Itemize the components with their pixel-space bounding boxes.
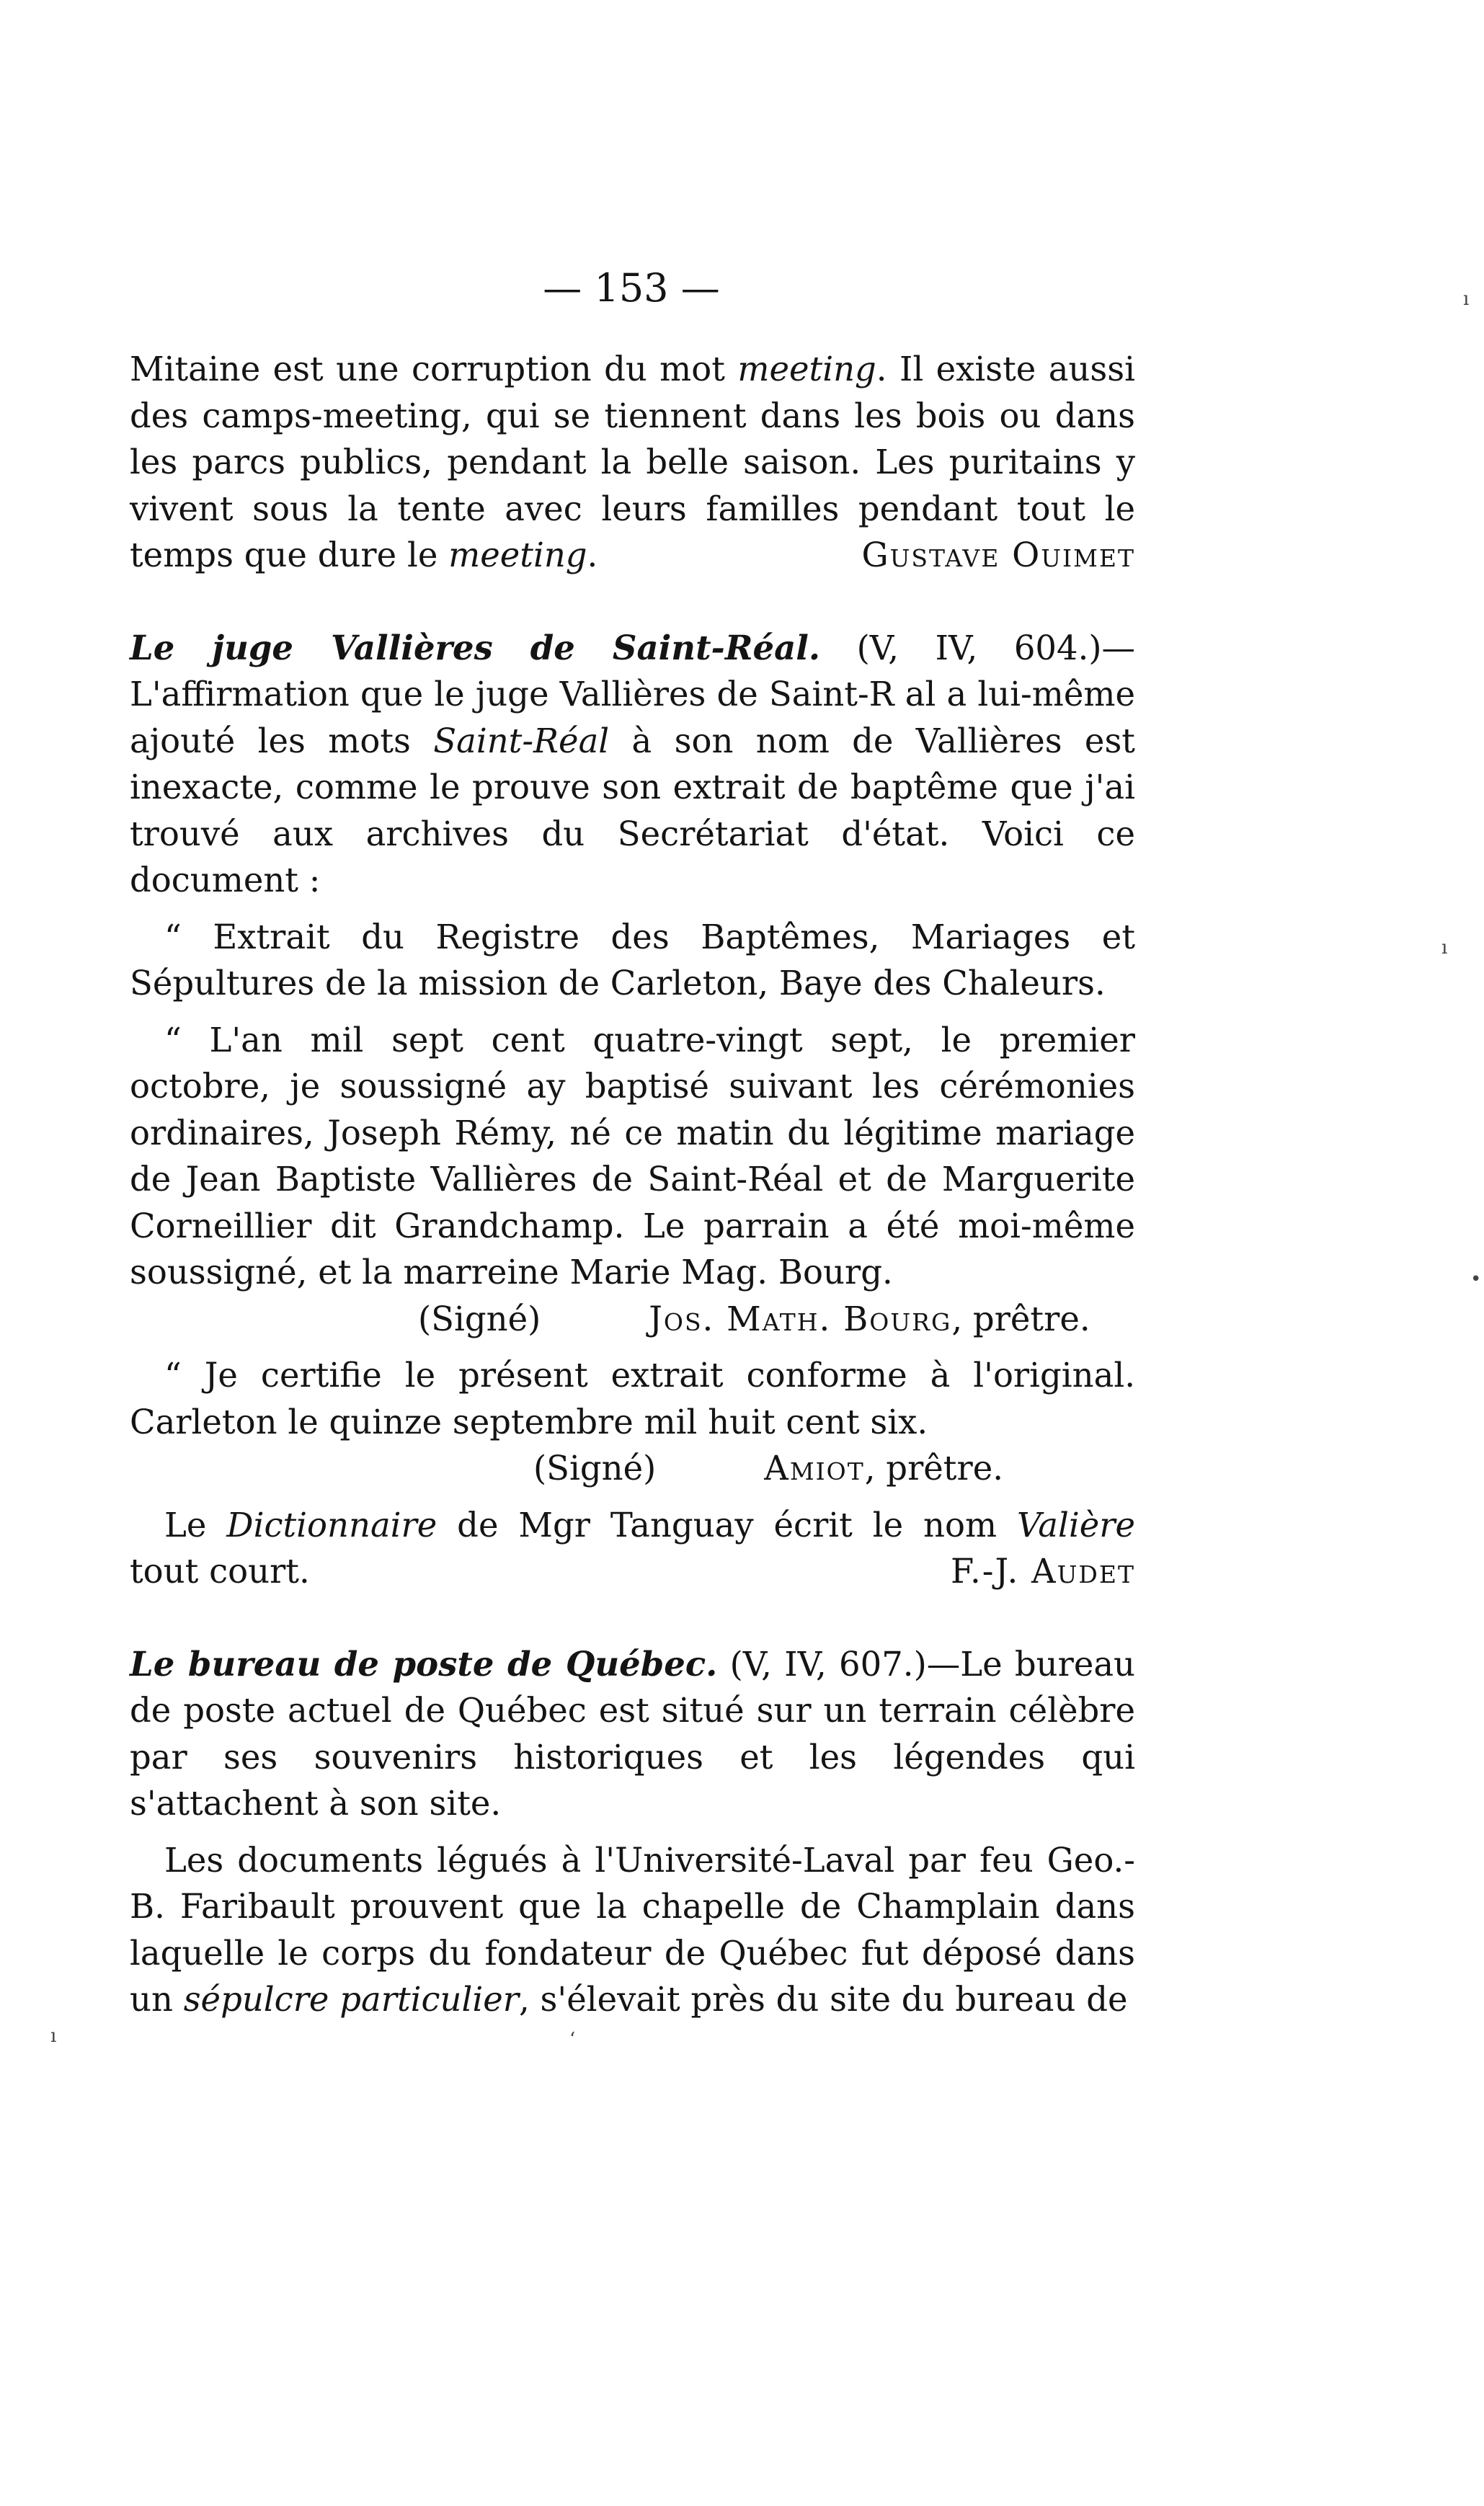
paragraph-gap: [130, 1007, 1135, 1017]
section-title: Le juge Vallières de Saint-Réal.: [130, 627, 821, 667]
poste-paragraph: Le bureau de poste de Québec. (V, IV, 607.)—Le bureau de poste actuel de Québec est situé sur un terrain célèbre par ses souvenirs historiques et les légendes qui s'attachent à son site.: [130, 1643, 1136, 1823]
signature: Amiot, prêtre.: [764, 1449, 1004, 1488]
italic-term: Saint-Réal: [433, 721, 610, 760]
paragraph-gap: [130, 904, 1135, 914]
section-gap: [130, 1595, 1135, 1641]
meeting-paragraph: Mitaine est une corruption du mot meeting. Il existe aussi des camps-meeting, qui se tiennent dans les bois ou dans les parcs publics, pendant la belle saison. Les puritains y vivent sous la tente avec leurs familles pendant tout le temps que dure le meeting. Gustave Ouimet: [130, 346, 1135, 579]
signature: Jos. Math. Bourg, prêtre.: [649, 1299, 1090, 1338]
quote-paragraph: “ L'an mil sept cent quatre-vingt sept, le premier octobre, je soussigné ay baptisé suivant les cérémonies ordinaires, Joseph Rémy, né ce matin du légitime mariage de Jean Baptiste Vallières de Saint-Réal et de Marguerite Corneillier dit Grandchamp. Le parrain a été moi-même soussigné, et la marreine Marie Mag. Bourg.: [130, 1020, 1135, 1292]
author-signature: F.-J. Audet: [950, 1552, 1135, 1591]
section-title: Le bureau de poste de Québec.: [130, 1643, 718, 1684]
page-number: — 153 —: [543, 265, 720, 311]
paragraph-gap: [130, 1827, 1135, 1837]
paragraph-gap: [130, 1342, 1135, 1352]
quote-paragraph: “ Je certifie le présent extrait conforme à l'original. Carleton le quinze septembre mil huit cent six.: [130, 1356, 1135, 1441]
section-reference: (V, IV, 604.)—: [820, 628, 1135, 667]
scan-mark: ı: [50, 2025, 57, 2047]
italic-term: Dictionnaire: [226, 1505, 437, 1545]
scan-mark: ʻ: [569, 2029, 576, 2050]
author-signature: Gustave Ouimet: [861, 536, 1135, 574]
signed-label: (Signé): [533, 1449, 657, 1488]
italic-term: meeting: [737, 350, 876, 388]
scan-mark: •: [1470, 1268, 1482, 1290]
paragraph-gap: [130, 1492, 1135, 1502]
italic-term: sépulcre particulier: [183, 1980, 519, 2019]
section-reference: (V, IV, 607.)—: [717, 1644, 961, 1684]
page-body: [130, 346, 1135, 2023]
signature-line: [130, 1445, 1135, 1492]
scan-mark: ı: [1441, 937, 1448, 959]
italic-term: meeting: [448, 536, 587, 574]
juge-paragraph: Le juge Vallières de Saint-Réal. (V, IV, 604.)—L'affirmation que le juge Vallières de Saint-R al a lui-même ajouté les mots Saint-Réal à son nom de Vallières est inexacte, comme le prouve son extrait de baptême que j'ai trouvé aux archives du Secrétariat d'état. Voici ce document :: [130, 627, 1135, 899]
scan-mark: ı: [1463, 288, 1470, 310]
note-paragraph: Le Dictionnaire de Mgr Tanguay écrit le nom Valière tout court. F.-J. Audet: [130, 1502, 1135, 1595]
signed-label: (Signé): [418, 1299, 541, 1338]
signature-line: [130, 1296, 1135, 1343]
section-gap: [130, 579, 1135, 625]
italic-term: Valière: [1016, 1505, 1135, 1545]
poste-paragraph-2: Les documents légués à l'Université-Laval par feu Geo.-B. Faribault prouvent que la chapelle de Champlain dans laquelle le corps du fondateur de Québec fut déposé dans un sépulcre particulier, s'élevait près du site du bureau de: [130, 1840, 1135, 2019]
quote-paragraph: “ Extrait du Registre des Baptêmes, Mariages et Sépultures de la mission de Carleton, Baye des Chaleurs.: [130, 917, 1135, 1003]
